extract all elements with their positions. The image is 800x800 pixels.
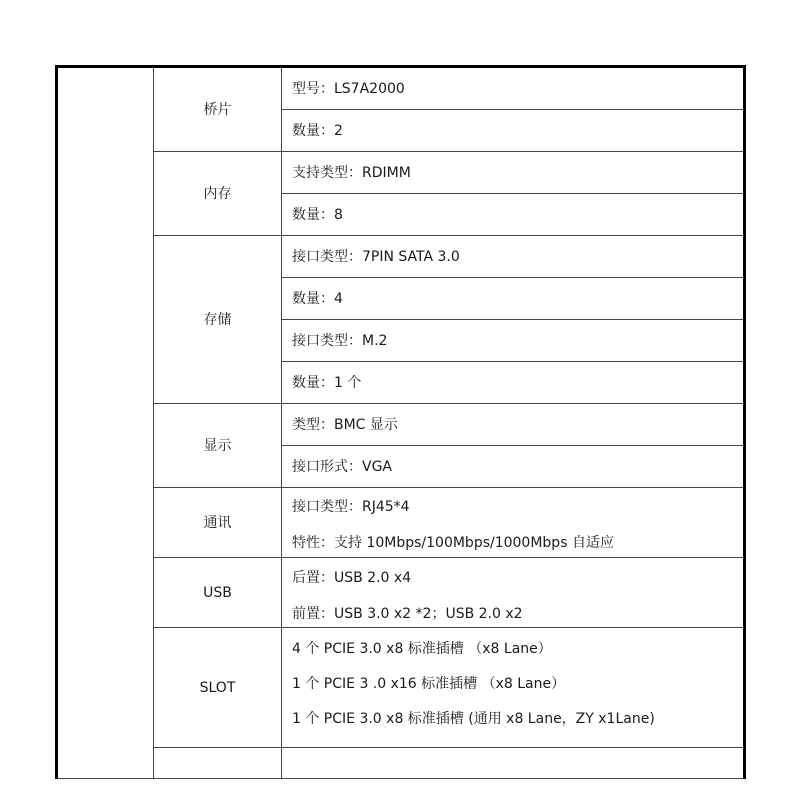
category-cell: 显示	[154, 404, 282, 488]
value-cell: 数量：2	[282, 110, 745, 152]
table-row	[57, 748, 745, 779]
value-cell: 接口类型：7PIN SATA 3.0	[282, 236, 745, 278]
category-cell: 通讯	[154, 488, 282, 558]
table-row	[57, 236, 745, 278]
category-cell: 桥片	[154, 67, 282, 152]
table-row	[57, 67, 745, 110]
value-cell: 数量：1 个	[282, 362, 745, 404]
value-line: 1 个 PCIE 3 .0 x16 标准插槽 （x8 Lane）	[292, 676, 566, 692]
value-cell: 类型：BMC 显示	[282, 404, 745, 446]
table-row	[57, 152, 745, 194]
category-cell: SLOT	[154, 628, 282, 748]
value-line: 特性：支持 10Mbps/100Mbps/1000Mbps 自适应	[292, 535, 614, 551]
value-cell	[282, 488, 745, 558]
value-line: 接口类型：RJ45*4	[292, 499, 410, 515]
value-cell: 型号：LS7A2000	[282, 67, 745, 110]
value-cell: 数量：4	[282, 278, 745, 320]
value-line: 1 个 PCIE 3.0 x8 标准插槽 (通用 x8 Lane，ZY x1Lane)	[292, 711, 655, 727]
value-cell: 支持类型：RDIMM	[282, 152, 745, 194]
table-row	[57, 558, 745, 628]
category-cell: 内存	[154, 152, 282, 236]
value-cell	[282, 558, 745, 628]
value-cell: 接口形式：VGA	[282, 446, 745, 488]
category-cell: 存储	[154, 236, 282, 404]
table-row	[57, 404, 745, 446]
blank-left-column	[57, 67, 154, 779]
value-cell: 数量：8	[282, 194, 745, 236]
value-line: 前置：USB 3.0 x2 *2；USB 2.0 x2	[292, 606, 523, 622]
category-cell: USB	[154, 558, 282, 628]
value-cell: 接口类型：M.2	[282, 320, 745, 362]
empty-cell	[154, 748, 282, 779]
table-row	[57, 628, 745, 748]
empty-cell	[282, 748, 745, 779]
table-row	[57, 488, 745, 558]
value-cell	[282, 628, 745, 748]
value-line: 4 个 PCIE 3.0 x8 标准插槽 （x8 Lane）	[292, 641, 552, 657]
value-line: 后置：USB 2.0 x4	[292, 570, 412, 586]
spec-table	[55, 65, 746, 779]
